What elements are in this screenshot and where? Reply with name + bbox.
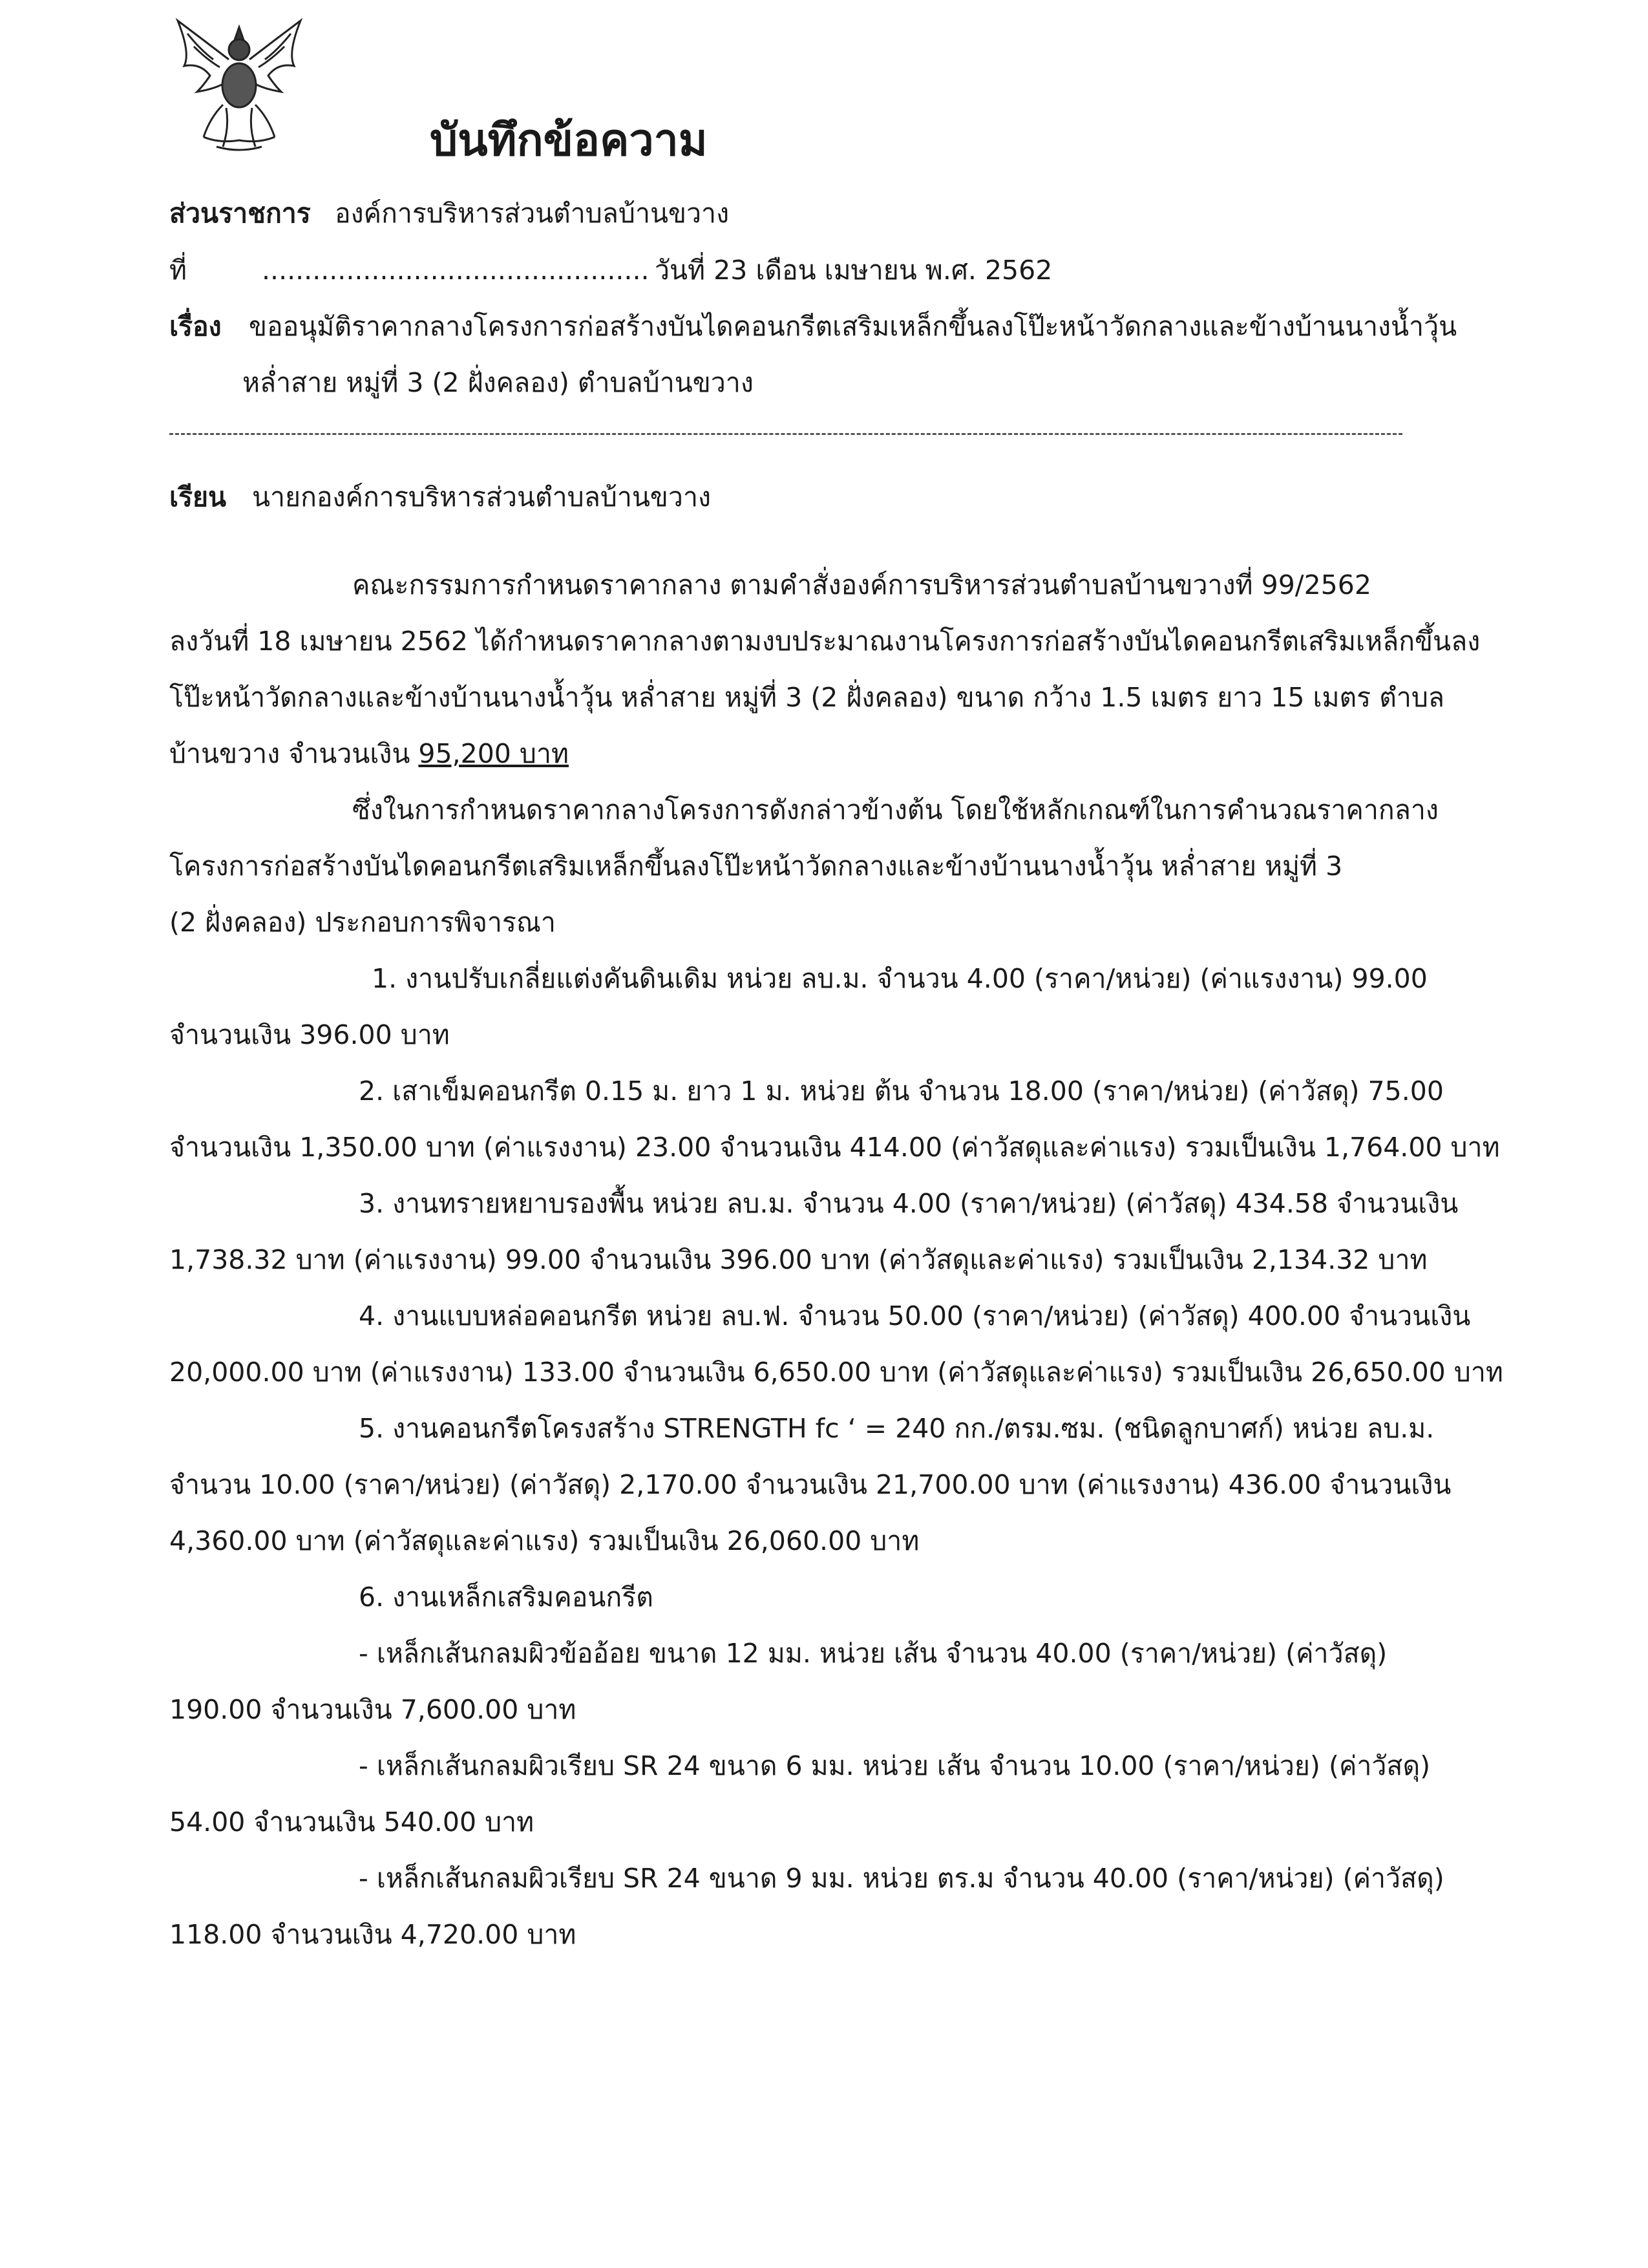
item6c-line1: - เหล็กเส้นกลมผิวเรียบ SR 24 ขนาด 9 มม. หน่วย ตร.ม จำนวน 40.00 (ราคา/หน่วย) (ค่าวัสดุ) <box>359 1863 1444 1894</box>
item6-heading: 6. งานเหล็กเสริมคอนกรีต <box>359 1582 653 1613</box>
item2-line2: จำนวนเงิน 1,350.00 บาท (ค่าแรงงาน) 23.00 จำนวนเงิน 414.00 (ค่าวัสดุและค่าแรง) รวมเป็นเงิน 1,764.00 บาท <box>169 1132 1500 1163</box>
salutation-recipient: นายกองค์การบริหารส่วนตำบลบ้านขวาง <box>252 482 711 513</box>
item5-line2: จำนวน 10.00 (ราคา/หน่วย) (ค่าวัสดุ) 2,170.00 จำนวนเงิน 21,700.00 บาท (ค่าแรงงาน) 436.00 จำนวนเงิน <box>169 1469 1452 1500</box>
para1-line4 <box>169 737 569 770</box>
item5-line3: 4,360.00 บาท (ค่าวัสดุและค่าแรง) รวมเป็นเงิน 26,060.00 บาท <box>169 1525 920 1556</box>
item6b-line1: - เหล็กเส้นกลมผิวเรียบ SR 24 ขนาด 6 มม. หน่วย เส้น จำนวน 10.00 (ราคา/หน่วย) (ค่าวัสดุ) <box>359 1750 1431 1781</box>
item6a-line1: - เหล็กเส้นกลมผิวข้ออ้อย ขนาด 12 มม. หน่วย เส้น จำนวน 40.00 (ราคา/หน่วย) (ค่าวัสดุ) <box>359 1638 1388 1669</box>
para2-line2: โครงการก่อสร้างบันไดคอนกรีตเสริมเหล็กขึ้นลงโป๊ะหน้าวัดกลางและข้างบ้านนางน้ำวุ้น หล่ำสาย หมู่ที่ 3 <box>169 851 1343 882</box>
memo-title: บันทึกข้อความ <box>430 115 708 166</box>
item4-line1: 4. งานแบบหล่อคอนกรีต หน่วย ลบ.ฟ. จำนวน 50.00 (ราคา/หน่วย) (ค่าวัสดุ) 400.00 จำนวนเงิน <box>359 1300 1471 1331</box>
subject-label: เรื่อง <box>169 311 222 342</box>
item2-line1: 2. เสาเข็มคอนกรีต 0.15 ม. ยาว 1 ม. หน่วย ต้น จำนวน 18.00 (ราคา/หน่วย) (ค่าวัสดุ) 75.00 <box>359 1076 1444 1107</box>
item5-line1: 5. งานคอนกรีตโครงสร้าง STRENGTH fc ‘ = 240 กก./ตรม.ซม. (ชนิดลูกบาศก์) หน่วย ลบ.ม. <box>359 1413 1435 1444</box>
subject-line-1: ขออนุมัติราคากลางโครงการก่อสร้างบันไดคอนกรีตเสริมเหล็กขึ้นลงโป๊ะหน้าวัดกลางและข้างบ้านนางน้ำวุ้น <box>249 311 1457 342</box>
para1-line3: โป๊ะหน้าวัดกลางและข้างบ้านนางน้ำวุ้น หล่ำสาย หมู่ที่ 3 (2 ฝั่งคลอง) ขนาด กว้าง 1.5 เมตร ยาว 15 เมตร ตำบล <box>169 682 1445 713</box>
para2-line1: ซึ่งในการกำหนดราคากลางโครงการดังกล่าวข้างต้น โดยใช้หลักเกณฑ์ในการคำนวณราคากลาง <box>352 794 1439 825</box>
item3-line1: 3. งานทรายหยาบรองพื้น หน่วย ลบ.ม. จำนวน 4.00 (ราคา/หน่วย) (ค่าวัสดุ) 434.58 จำนวนเงิน <box>359 1188 1459 1219</box>
agency-value: องค์การบริหารส่วนตำบลบ้านขวาง <box>335 198 730 229</box>
dashed-divider <box>169 433 1402 435</box>
item6a-line2: 190.00 จำนวนเงิน 7,600.00 บาท <box>169 1694 576 1725</box>
subject-line-2: หล่ำสาย หมู่ที่ 3 (2 ฝั่งคลอง) ตำบลบ้านขวาง <box>242 367 754 398</box>
agency-label: ส่วนราชการ <box>169 198 311 229</box>
para1-line4-text: บ้านขวาง จำนวนเงิน <box>169 738 419 769</box>
reference-label: ที่ <box>169 255 187 286</box>
item6c-line2: 118.00 จำนวนเงิน 4,720.00 บาท <box>169 1919 576 1950</box>
item1-line2: จำนวนเงิน 396.00 บาท <box>169 1019 450 1050</box>
salutation-label: เรียน <box>169 482 227 513</box>
item4-line2: 20,000.00 บาท (ค่าแรงงาน) 133.00 จำนวนเงิน 6,650.00 บาท (ค่าวัสดุและค่าแรง) รวมเป็นเงิน 26,650.00 บาท <box>169 1357 1503 1388</box>
para1-line1: คณะกรรมการกำหนดราคากลาง ตามคำสั่งองค์การบริหารส่วนตำบลบ้านขวางที่ 99/2562 <box>352 569 1371 600</box>
item1-line1: 1. งานปรับเกลี่ยแต่งคันดินเดิม หน่วย ลบ.ม. จำนวน 4.00 (ราคา/หน่วย) (ค่าแรงงาน) 99.00 <box>372 963 1428 994</box>
garuda-emblem <box>165 14 313 153</box>
item6b-line2: 54.00 จำนวนเงิน 540.00 บาท <box>169 1807 534 1838</box>
reference-number-blank: .............................................. <box>262 255 650 286</box>
para2-line3: (2 ฝั่งคลอง) ประกอบการพิจารณา <box>169 907 556 938</box>
para1-line2: ลงวันที่ 18 เมษายน 2562 ได้กำหนดราคากลางตามงบประมาณงานโครงการก่อสร้างบันไดคอนกรีตเสริมเหล็กขึ้นลง <box>169 626 1481 657</box>
item3-line2: 1,738.32 บาท (ค่าแรงงาน) 99.00 จำนวนเงิน 396.00 บาท (ค่าวัสดุและค่าแรง) รวมเป็นเงิน 2,134.32 บาท <box>169 1244 1428 1275</box>
budget-amount: 95,200 บาท <box>418 738 569 769</box>
memo-date: วันที่ 23 เดือน เมษายน พ.ศ. 2562 <box>655 255 1053 286</box>
